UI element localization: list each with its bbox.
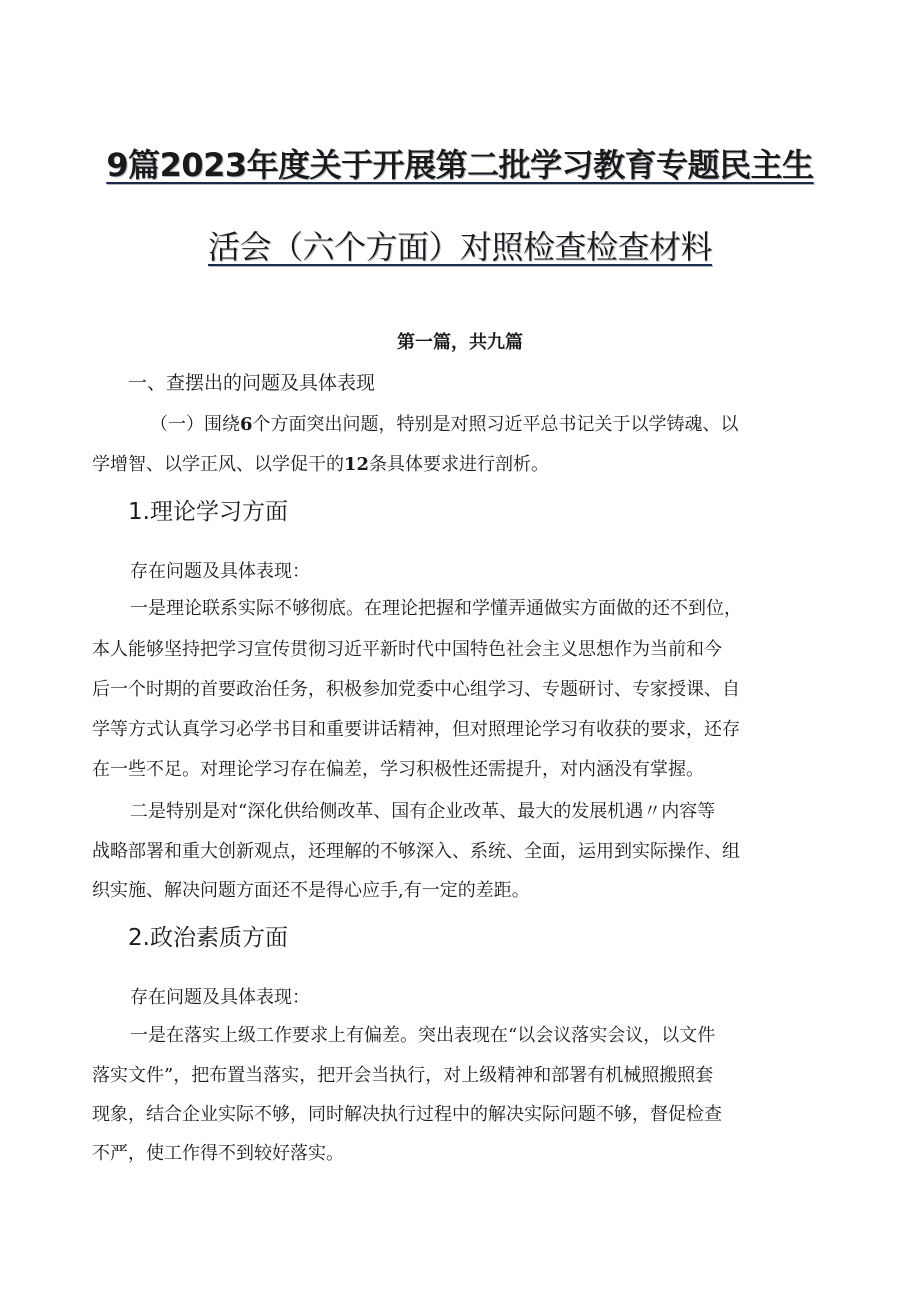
part-label: 第一篇，共九篇 xyxy=(397,332,523,353)
intro-text: 条具体要求进行剖析。 xyxy=(369,454,550,475)
paragraph-line: 后一个时期的首要政治任务，积极参加党委中心组学习、专题研讨、专家授课、自 xyxy=(92,679,740,700)
paragraph-line: 一是理论联系实际不够彻底。在理论把握和学懂弄通做实方面做的还不到位， xyxy=(130,598,742,619)
subsection-heading: 1.理论学习方面 xyxy=(128,499,288,525)
paragraph-line: 二是特别是对“深化供给侧改革、国有企业改革、最大的发展机遇〃内容等 xyxy=(130,801,716,822)
intro-text: 学增智、以学正风、以学促干的 xyxy=(92,454,344,475)
paragraph-line: 学等方式认真学习必学书目和重要讲话精神，但对照理论学习有收获的要求，还存 xyxy=(92,719,740,740)
lead-line: 存在问题及具体表现： xyxy=(130,987,310,1008)
subsection-heading: 2.政治素质方面 xyxy=(128,925,288,951)
paragraph-line: 不严，使工作得不到较好落实。 xyxy=(92,1143,344,1164)
paragraph-line: 在一些不足。对理论学习存在偏差，学习积极性还需提升，对内涵没有掌握。 xyxy=(92,759,704,780)
paragraph-line: 现象，结合企业实际不够，同时解决执行过程中的解决实际问题不够，督促检查 xyxy=(92,1104,722,1125)
paragraph-line: 战略部署和重大创新观点，还理解的不够深入、系统、全面，运用到实际操作、组 xyxy=(92,841,740,862)
intro-number: 6 xyxy=(240,414,253,435)
document-title-line-1: 9篇2023年度关于开展第二批学习教育专题民主生 xyxy=(106,146,814,184)
lead-line: 存在问题及具体表现： xyxy=(130,561,310,582)
paragraph-line: 一是在落实上级工作要求上有偏差。突出表现在“以会议落实会议，以文件 xyxy=(130,1025,716,1046)
intro-line xyxy=(92,450,549,476)
intro-line xyxy=(150,410,739,436)
intro-number: 12 xyxy=(344,454,370,475)
paragraph-line: 落实文件”，把布置当落实，把开会当执行，对上级精神和部署有机械照搬照套 xyxy=(92,1065,714,1086)
intro-text: 个方面突出问题，特别是对照习近平总书记关于以学铸魂、以 xyxy=(252,414,739,435)
document-title-line-2: 活会（六个方面）对照检查检查材料 xyxy=(207,228,712,266)
intro-text: （一）围绕 xyxy=(150,414,240,435)
paragraph-line: 本人能够坚持把学习宣传贯彻习近平新时代中国特色社会主义思想作为当前和今 xyxy=(92,639,722,660)
section-heading: 一、查摆出的问题及具体表现 xyxy=(128,372,376,394)
paragraph-line: 织实施、解决问题方面还不是得心应手,有一定的差距。 xyxy=(92,880,530,901)
